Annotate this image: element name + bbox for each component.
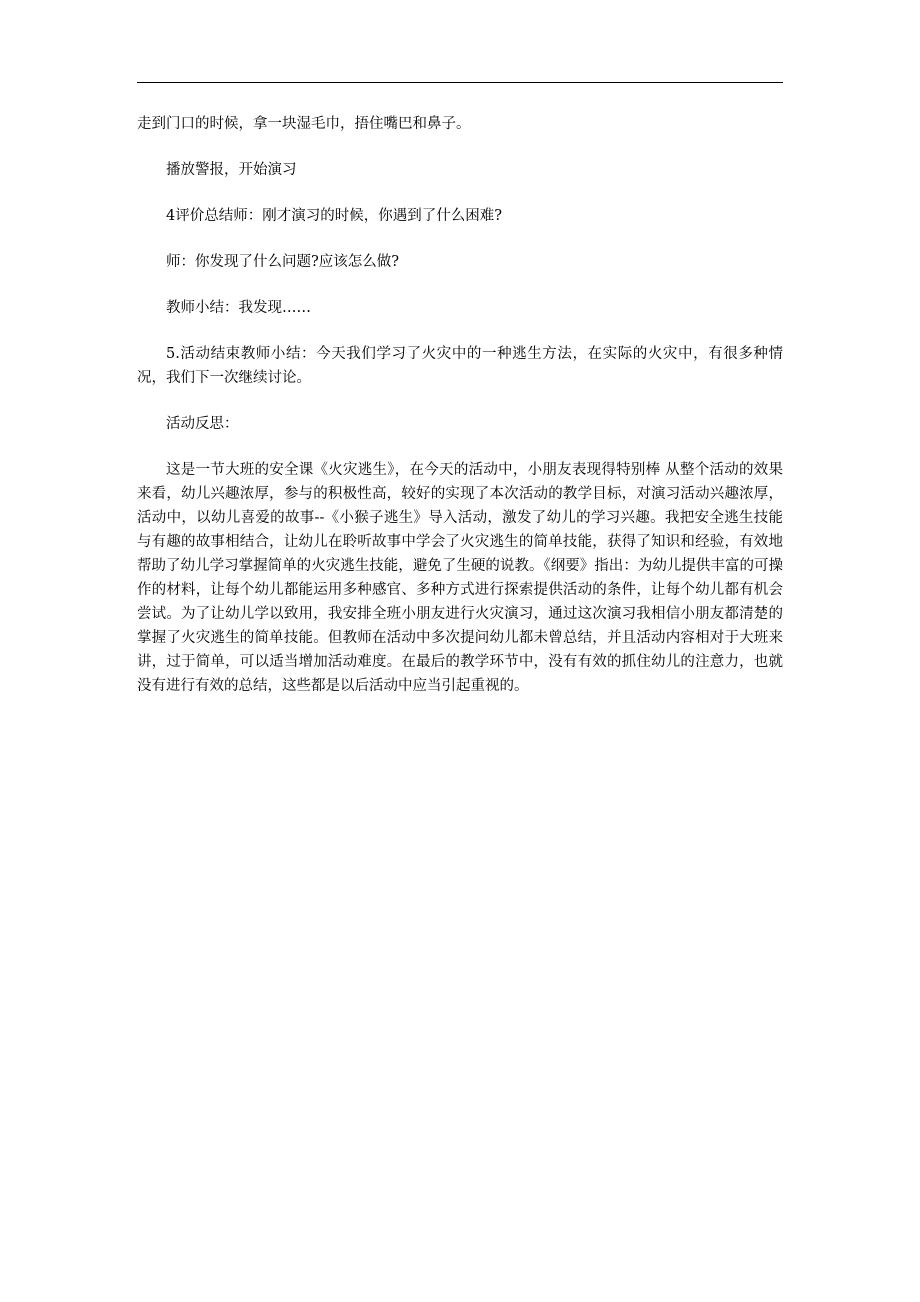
- document-body: [137, 112, 783, 720]
- paragraph-alarm: 播放警报，开始演习: [166, 162, 297, 178]
- paragraph-activity-end: 5.活动结束教师小结：今天我们学习了火灾中的一种逃生方法，在实际的火灾中，有很多种情况，我们下一次继续讨论。: [137, 346, 783, 386]
- header-rule: [137, 82, 783, 83]
- paragraph-teacher-question: 师：你发现了什么问题?应该怎么做?: [166, 254, 400, 270]
- paragraph-reflection-body: 这是一节大班的安全课《火灾逃生》，在今天的活动中，小朋友表现得特别棒 从整个活动的效果来看，幼儿兴趣浓厚，参与的积极性高，较好的实现了本次活动的教学目标，对演习活动兴趣浓厚，活动中，以幼儿喜爱的故事--《小猴子逃生》导入活动，激发了幼儿的学习兴趣。我把安全逃生技能与有趣的故事相结合，让幼儿在聆听故事中学会了火灾逃生的简单技能，获得了知识和经验，有效地帮助了幼儿学习掌握简单的火灾逃生技能，避免了生硬的说教。《纲要》指出：为幼儿提供丰富的可操作的材料，让每个幼儿都能运用多种感官、多种方式进行探索提供活动的条件，让每个幼儿都有机会尝试。为了让幼儿学以致用，我安排全班小朋友进行火灾演习，通过这次演习我相信小朋友都清楚的掌握了火灾逃生的简单技能。但教师在活动中多次提问幼儿都未曾总结，并且活动内容相对于大班来讲，过于简单，可以适当增加活动难度。在最后的教学环节中，没有有效的抓住幼儿的注意力，也就没有进行有效的总结，这些都是以后活动中应当引起重视的。: [137, 462, 783, 694]
- paragraph-wet-towel: 走到门口的时候，拿一块湿毛巾，捂住嘴巴和鼻子。: [137, 116, 471, 132]
- paragraph-reflection-heading: 活动反思：: [166, 416, 239, 432]
- paragraph-evaluation: 4评价总结师：刚才演习的时候，你遇到了什么困难?: [166, 208, 502, 224]
- paragraph-teacher-summary: 教师小结：我发现……: [166, 300, 311, 316]
